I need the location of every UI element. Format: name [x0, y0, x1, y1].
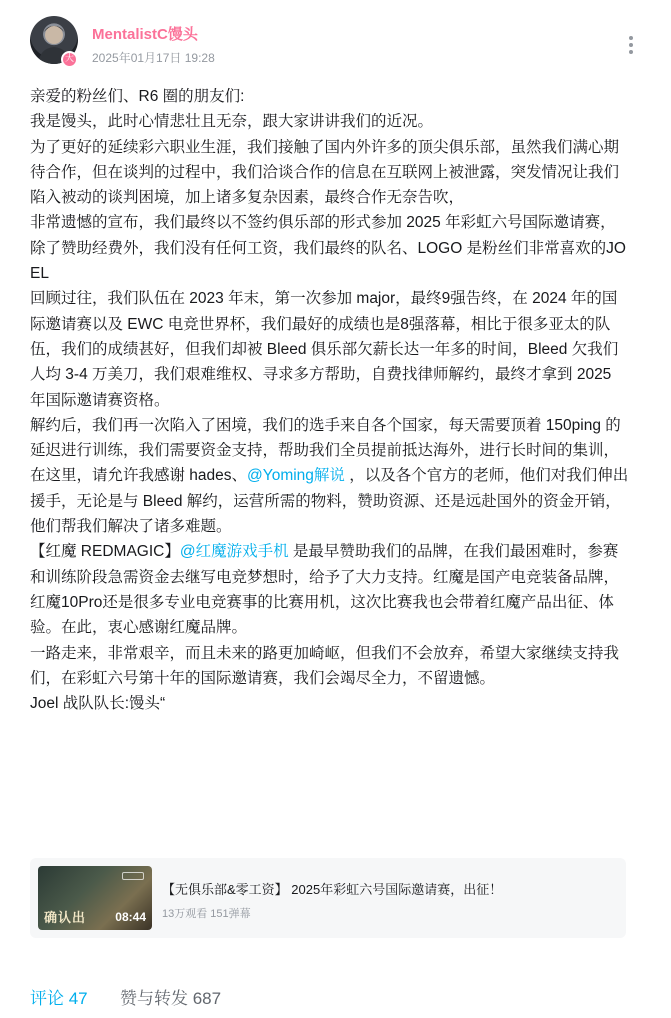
paragraph-negotiation: 为了更好的延续彩六职业生涯，我们接触了国内外许多的顶尖俱乐部，虽然我们满心期待合作，但在谈判的过程中，我们洽谈合作的信息在互联网上被泄露，突发情况让我们陷入被动的谈判困境，加上诸多复杂因素，最终合作无奈告吹， [30, 138, 620, 207]
paragraph-intro: 我是馒头，此时心情悲壮且无奈，跟大家讲讲我们的近况。 [30, 113, 434, 131]
level-badge: 大 [61, 51, 78, 68]
video-cover[interactable] [38, 866, 152, 930]
post-time: 2025年01月17日 19:28 [92, 51, 215, 65]
video-duration: 08:44 [115, 910, 146, 924]
mention-redmagic[interactable]: @红魔游戏手机 [179, 543, 289, 561]
paragraph-signature: Joel 战队队长:馒头“ [30, 695, 166, 713]
video-stats: 13万观看 151弹幕 [162, 908, 251, 920]
sponsor-text-before: 【红魔 REDMAGIC】 [30, 543, 180, 561]
tab-comments[interactable]: 评论 47 [30, 989, 88, 1008]
paragraph-greeting: 亲爱的粉丝们、R6 圈的朋友们: [30, 88, 245, 105]
video-card[interactable] [30, 858, 626, 938]
tab-likes-reposts[interactable]: 赞与转发 687 [120, 989, 222, 1008]
paragraph-announcement: 非常遗憾的宣布，我们最终以不签约俱乐部的形式参加 2025 年彩虹六号国际邀请赛，除了赞助经费外，我们没有任何工资，我们最终的队名、LOGO 是粉丝们非常喜欢的JOEL [30, 214, 626, 283]
paragraph-difficulty: 解约后，我们再一次陷入了困境，我们的选手来自各个国家，每天需要顶着 150ping 的延迟进行训练，我们需要资金支持，帮助我们全员提前抵达海外，进行长时间的集训， [30, 416, 621, 460]
author-name[interactable]: MentalistC馒头 [92, 26, 198, 43]
paragraph-closing: 一路走来，非常艰辛，而且未来的路更加崎岖，但我们不会放弃，希望大家继续支持我们，在彩虹六号第十年的国际邀请赛，我们会竭尽全力，不留遗憾。 [30, 644, 620, 687]
mention-yoming[interactable]: @Yoming解说 [247, 467, 345, 485]
post-content [30, 84, 630, 716]
paragraph-thanks [30, 463, 630, 539]
sponsor-text-after: 是最早赞助我们的品牌，在我们最困难时，参赛和训练阶段急需资金去继写电竞梦想时，给予了大力支持。红魔是国产电竞装备品牌，红魔10Pro还是很多专业电竞赛事的比赛用机，这次比赛我也会带着红魔产品出征、体验。在此，衷心感谢红魔品牌。 [30, 543, 620, 637]
cover-caption: 确认出 [44, 910, 87, 925]
thanks-text-after: ，以及各个官方的老师，他们对我们伸出援手，无论是与 Bleed 解约，运营所需的物料，赞助资源、还是远赴国外的资金开销，他们帮我们解决了诸多难题。 [30, 467, 629, 536]
thanks-text-before: 在这里，请允许我感谢 hades、 [30, 467, 248, 485]
channel-logo-icon [122, 872, 144, 880]
avatar[interactable] [30, 16, 78, 64]
video-title[interactable]: 【无俱乐部&零工资】 2025年彩虹六号国际邀请赛，出征！ [162, 882, 503, 897]
paragraph-history: 回顾过往，我们队伍在 2023 年末，第一次参加 major，最终9强告终，在 2024 年的国际邀请赛以及 EWC 电竞世界杯，我们最好的成绩也是8强落幕，相比于很多亚太的队伍，我们的成绩甚好，但我们却被 Bleed 俱乐部欠薪长达一年多的时间，Bleed 欠我们人均 3-4 万美刀，我们艰难维权、寻求多方帮助，自费找律师解约，最终才拿到 2025 年国际邀请赛资格。 [30, 290, 619, 409]
paragraph-sponsor [30, 539, 630, 640]
more-vertical-icon[interactable] [627, 36, 635, 56]
post-header [30, 16, 641, 70]
